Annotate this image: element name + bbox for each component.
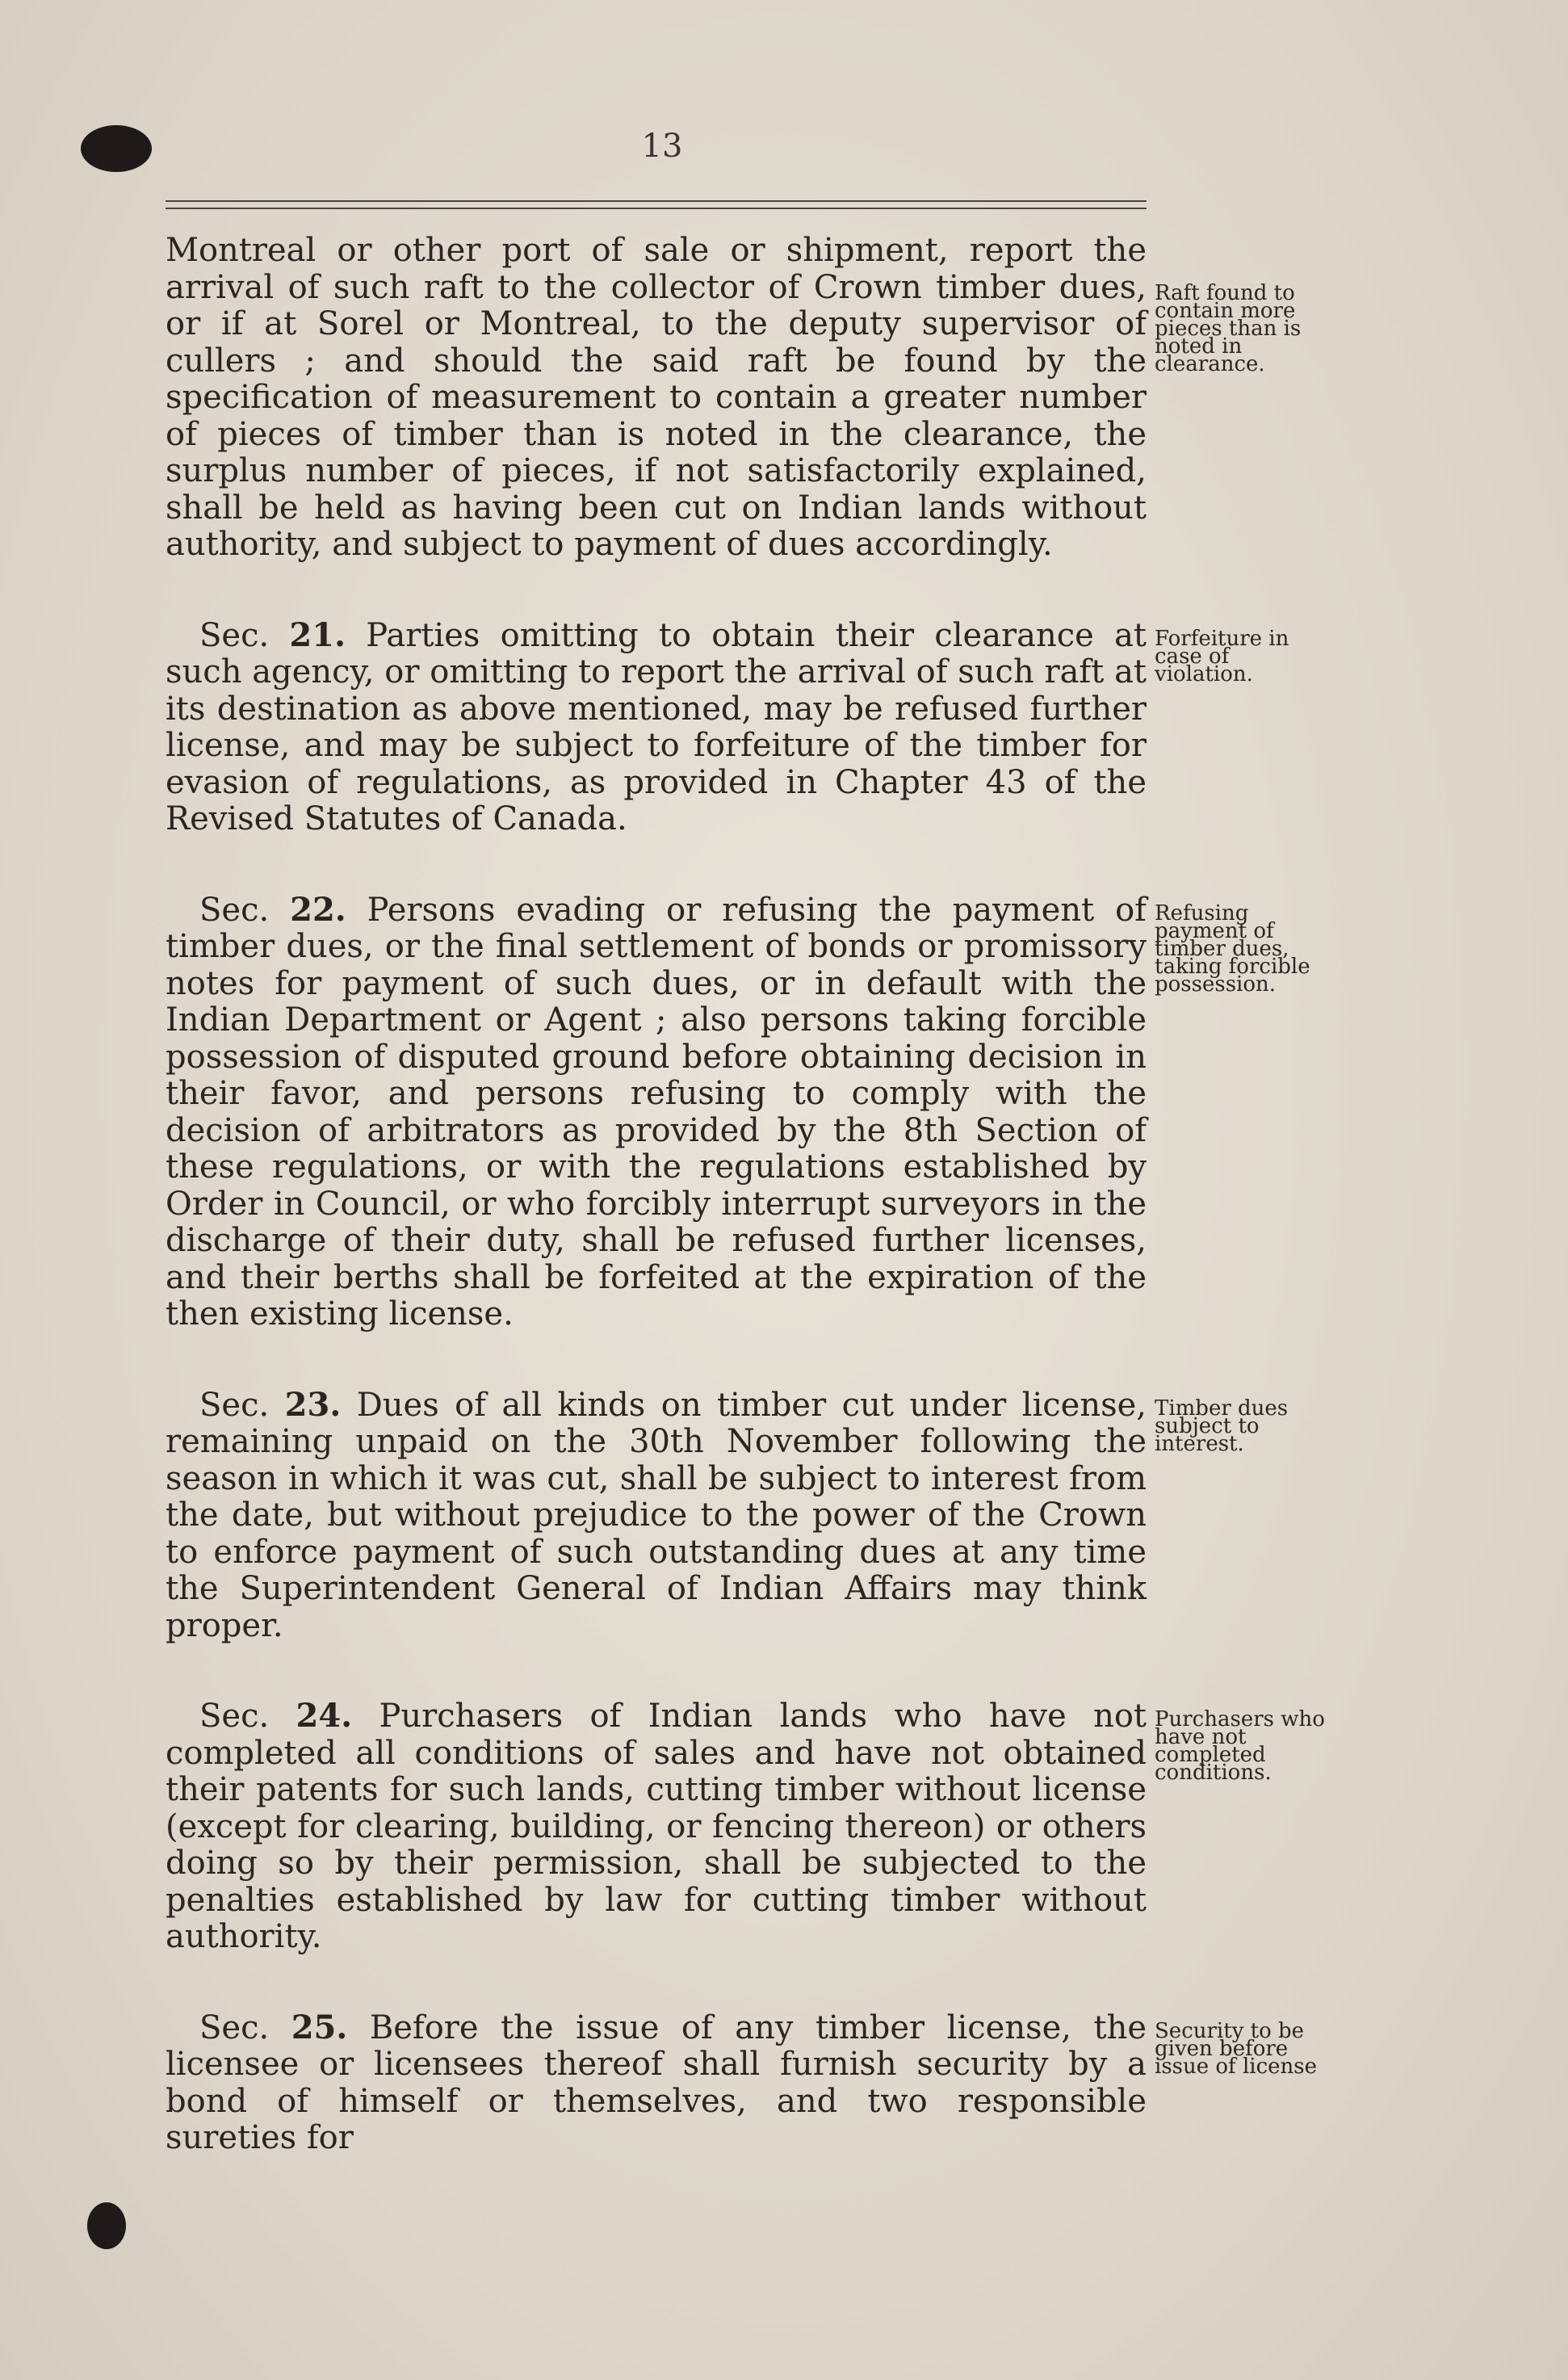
ink-blot-bottom [87, 2202, 126, 2249]
section-prefix: Sec. [199, 616, 270, 654]
paragraph-body: Persons evading or refusing the payment of timber dues, or the final settlement of bonds or promissory notes for payment of such dues, or in default with the Indian Department or Agent ; also persons taking forcible possession of disputed ground before obtaining decision in their favor, and persons refusing to comply with the decision of arbitrators as provided by the 8th Section of these regulations, or with the regulations established by Order in Council, or who forcibly interrupt surveyors in the discharge of their duty, shall be refused further licenses, and their berths shall be forfeited at the expiration of the then existing license. [166, 891, 1147, 1333]
paragraph-text [166, 617, 1147, 838]
section-number: 21. [289, 615, 346, 654]
paragraph-text [166, 233, 1147, 564]
section-number: 24. [296, 1697, 353, 1735]
paragraph-continuation [166, 232, 1302, 564]
section-prefix: Sec. [199, 1698, 270, 1735]
paragraph-text [166, 2009, 1147, 2157]
paragraph-body: Purchasers of Indian lands who have not completed all conditions of sales and have not obtained their patents for such lands, cutting timber without license (except for clearing, building, or fencing thereon) or others doing so by their permission, shall be subjected to the penalties established by law for cutting timber without authority. [166, 1698, 1147, 1955]
header-rule-bottom [166, 208, 1147, 209]
paragraph-text [166, 1698, 1147, 1956]
page-number: 13 [641, 128, 683, 165]
paragraph-text [166, 1387, 1147, 1645]
paragraph-body: Montreal or other port of sale or shipment, report the arrival of such raft to the collector of Crown timber dues, or if at Sorel or Montreal, to the deputy supervisor of cullers ; and should the said raft be found by the specification of measurement to contain a greater number of pieces of timber than is noted in the clearance, the surplus number of pieces, if not satisfactorily explained, shall be held as having been cut on Indian lands without authority, and subject to payment of dues accordingly. [166, 232, 1147, 563]
paragraph-text [166, 892, 1147, 1333]
paragraph-body: Parties omitting to obtain their clearance at such agency, or omitting to report the arrival of such raft at its destination as above mentioned, may be refused further license, and may be subject to forfeiture of the timber for evasion of regulations, as provided in Chapter 43 of the Revised Statutes of Canada. [166, 616, 1147, 837]
marginal-note: Purchasers who have not completed conditions. [1155, 1707, 1325, 1785]
section-21 [166, 615, 1289, 838]
section-24 [166, 1697, 1325, 1956]
header-rule-top [166, 200, 1147, 202]
section-number: 22. [290, 890, 346, 929]
paragraph-body: Before the issue of any timber license, the licensee or licensees thereof shall furnish security by a bond of himself or themselves, and two responsible sureties for [166, 2009, 1147, 2156]
section-prefix: Sec. [199, 891, 270, 929]
paragraph-body: Dues of all kinds on timber cut under license, remaining unpaid on the 30th November following the season in which it was cut, shall be subject to interest from the date, but without prejudice to the power of the Crown to enforce payment of such outstanding dues at any time the Superintendent General of Indian Affairs may think proper. [166, 1386, 1147, 1644]
section-number: 25. [291, 2008, 348, 2046]
marginal-note: Timber dues subject to interest. [1155, 1396, 1289, 1456]
marginal-note: Refusing payment of timber dues, taking forcible possession. [1155, 900, 1310, 997]
marginal-note: Security to be given before issue of license [1155, 2018, 1317, 2079]
section-prefix: Sec. [199, 2009, 270, 2046]
marginal-note: Raft found to contain more pieces than is noted in clearance. [1155, 281, 1302, 376]
section-25 [166, 2008, 1317, 2157]
marginal-note: Forfeiture in case of violation. [1155, 626, 1289, 686]
section-number: 23. [284, 1385, 342, 1424]
section-23 [166, 1385, 1289, 1645]
page-content [166, 232, 1325, 2210]
section-22 [166, 890, 1310, 1333]
ink-blot-top [81, 125, 152, 172]
section-prefix: Sec. [199, 1386, 270, 1424]
